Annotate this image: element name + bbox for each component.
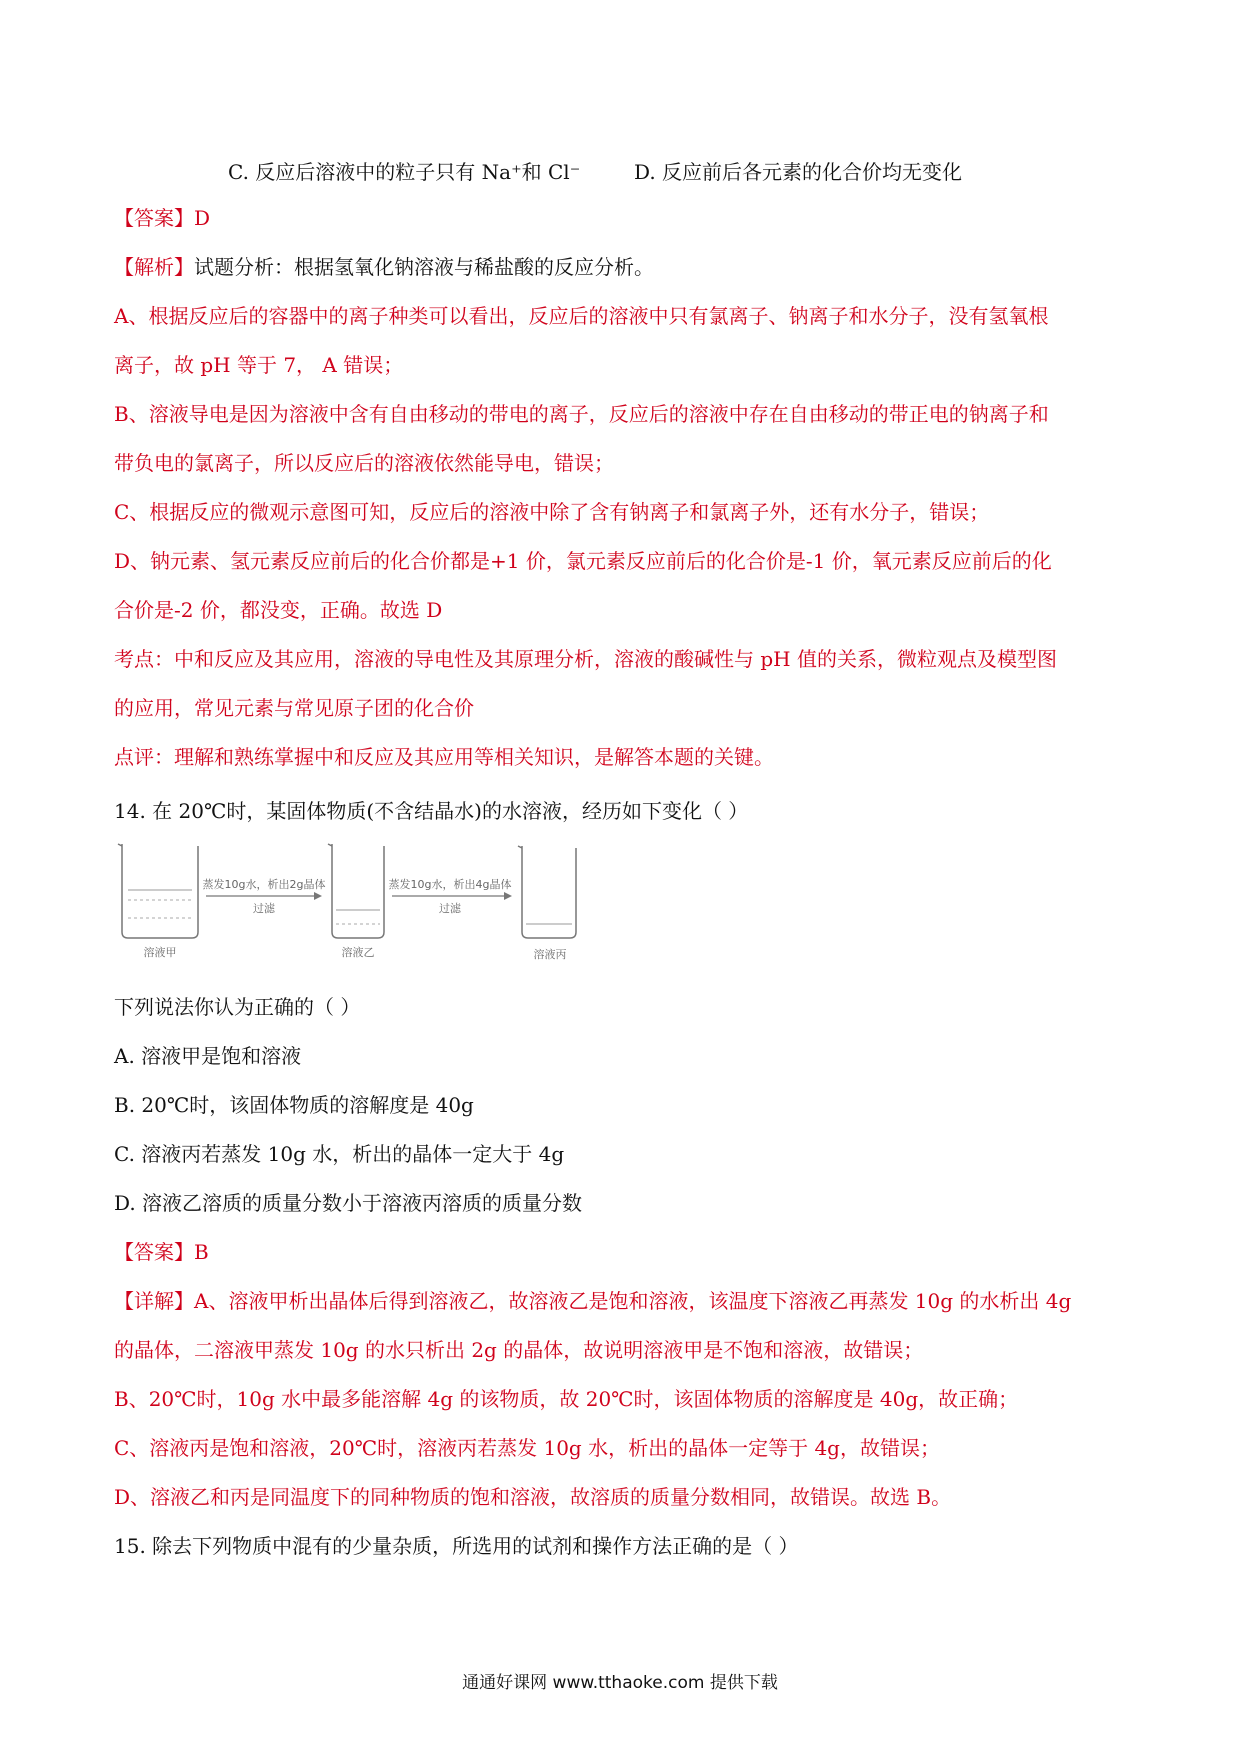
beaker-bing-label: 溶液丙	[533, 948, 567, 961]
q14-detail-b-line: B、20℃时，10g 水中最多能溶解 4g 的该物质，故 20℃时，该固体物质的溶解度是 40g，故正确；	[114, 1387, 1019, 1411]
q14-option-d: D. 溶液乙溶质的质量分数小于溶液丙溶质的质量分数	[114, 1191, 583, 1215]
q14-option-a: A. 溶液甲是饱和溶液	[114, 1044, 302, 1068]
arrow-1	[203, 877, 326, 915]
arrow-2-top-label: 蒸发10g水，析出4g晶体	[388, 878, 512, 891]
q14-process-figure	[114, 832, 634, 962]
q13-analysis-a-line2: 离子，故 pH 等于 7， A 错误；	[114, 353, 404, 377]
q13-kaodian-line2: 的应用，常见元素与常见原子团的化合价	[114, 696, 474, 720]
q14-detail-a-line2: 的晶体，二溶液甲蒸发 10g 的水只析出 2g 的晶体，故说明溶液甲是不饱和溶液，故错误；	[114, 1338, 924, 1362]
answer-tag: 【答案】	[114, 206, 194, 230]
q13-analysis-c-line: C、根据反应的微观示意图可知，反应后的溶液中除了含有钠离子和氯离子外，还有水分子，错误；	[114, 500, 990, 524]
answer-tag: 【答案】	[114, 1240, 194, 1264]
arrow-2	[389, 877, 512, 915]
beaker-yi	[328, 844, 384, 959]
detail-tag: 【详解】	[114, 1289, 194, 1313]
q14-detail-d-line: D、溶液乙和丙是同温度下的同种物质的饱和溶液，故溶质的质量分数相同，故错误。故选 B。	[114, 1485, 952, 1509]
q14-answer	[114, 1238, 209, 1266]
q13-kaodian-line1: 考点：中和反应及其应用，溶液的导电性及其原理分析，溶液的酸碱性与 pH 值的关系，微粒观点及模型图	[114, 647, 1057, 671]
answer-value: B	[194, 1240, 209, 1264]
q13-option-d: D. 反应前后各元素的化合价均无变化	[634, 160, 963, 184]
answer-value: D	[194, 206, 211, 230]
analysis-intro-text: 试题分析：根据氢氧化钠溶液与稀盐酸的反应分析。	[194, 255, 654, 279]
analysis-tag: 【解析】	[114, 255, 194, 279]
q13-analysis-d-line1: D、钠元素、氢元素反应前后的化合价都是+1 价，氯元素反应前后的化合价是-1 价，氧元素反应前后的化	[114, 549, 1052, 573]
q13-analysis-d-line2: 合价是-2 价，都没变，正确。故选 D	[114, 598, 443, 622]
q13-option-c: C. 反应后溶液中的粒子只有 Na⁺和 Cl⁻	[228, 160, 581, 184]
q14-prompt: 下列说法你认为正确的（ ）	[114, 995, 361, 1019]
q13-analysis-intro	[114, 253, 654, 281]
q13-dianping: 点评：理解和熟练掌握中和反应及其应用等相关知识，是解答本题的关键。	[114, 745, 774, 769]
q14-detail-a-line1	[114, 1287, 1071, 1315]
q14-stem: 14. 在 20℃时，某固体物质(不含结晶水)的水溶液，经历如下变化（ ）	[114, 799, 749, 823]
beaker-jia-label: 溶液甲	[143, 946, 177, 959]
q13-answer	[114, 204, 210, 232]
arrow-2-bottom-label: 过滤	[439, 902, 461, 915]
q14-option-c: C. 溶液丙若蒸发 10g 水，析出的晶体一定大于 4g	[114, 1142, 565, 1166]
page-footer: 通通好课网 www.tthaoke.com 提供下载	[462, 1673, 778, 1693]
beaker-yi-label: 溶液乙	[341, 946, 375, 959]
q15-stem: 15. 除去下列物质中混有的少量杂质，所选用的试剂和操作方法正确的是（ ）	[114, 1534, 799, 1558]
q13-analysis-a-line1: A、根据反应后的容器中的离子种类可以看出，反应后的溶液中只有氯离子、钠离子和水分子，没有氢氧根	[114, 304, 1049, 328]
beaker-jia	[118, 844, 198, 959]
q14-option-b: B. 20℃时，该固体物质的溶解度是 40g	[114, 1093, 474, 1117]
q14-detail-c-line: C、溶液丙是饱和溶液，20℃时，溶液丙若蒸发 10g 水，析出的晶体一定等于 4g，故错误；	[114, 1436, 940, 1460]
beaker-bing	[518, 846, 576, 961]
q13-analysis-b-line1: B、溶液导电是因为溶液中含有自由移动的带电的离子，反应后的溶液中存在自由移动的带正电的钠离子和	[114, 402, 1049, 426]
detail-a-line1-text: A、溶液甲析出晶体后得到溶液乙，故溶液乙是饱和溶液，该温度下溶液乙再蒸发 10g 的水析出 4g	[194, 1289, 1072, 1313]
q13-analysis-b-line2: 带负电的氯离子，所以反应后的溶液依然能导电，错误；	[114, 451, 614, 475]
arrow-1-bottom-label: 过滤	[253, 902, 275, 915]
arrow-1-top-label: 蒸发10g水，析出2g晶体	[202, 878, 326, 891]
